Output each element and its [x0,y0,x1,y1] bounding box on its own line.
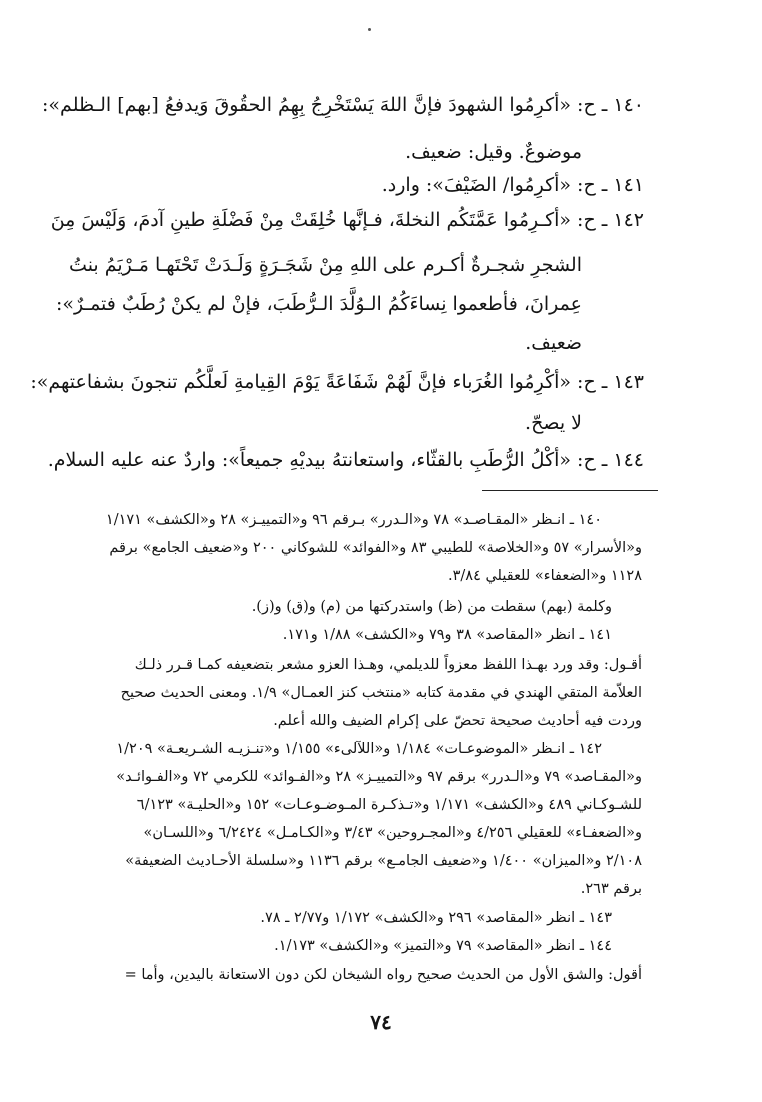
entry-142-line-3: عِمرانَ، فأطعموا نِساءَكُمُ الـوُلَّدَ الـرُّطَبَ، فإنْ لم يكنْ رُطَبٌ فتمـرٌ»: [56,293,582,315]
footnote-line: أقـول: وقد ورد بهـذا اللفظ معزواً للديلمي، وهـذا العزو مشعر بتضعيفه كمـا قـرر ذلـك [134,657,642,673]
entry-143-line-2: لا يصحّ. [525,412,582,434]
footnote-line: ١٤٠ ـ انـظر «المقـاصـد» ٧٨ و«الـدرر» بـرقم ٩٦ و«التمييـز» ٢٨ و«الكشف» ١/١٧١ [105,512,602,528]
footnote-line: العلاّمة المتقي الهندي في مقدمة كتابه «منتخب كنز العمـال» ١/٩. ومعنى الحديث صحيح [120,685,642,701]
entry-140-line-1: ١٤٠ ـ ح: «أكرِمُوا الشهودَ فإنَّ اللهَ يَسْتَخْرِجُ بِهِمُ الحقُوقَ وَيدفعُ [بهم] الـظلم»: [42,94,644,116]
entry-141-line-1: ١٤١ ـ ح: «أكرِمُوا/ الضَيْفَ»: وارد. [381,174,644,196]
footnote-line: و«الضعفـاء» للعقيلي ٤/٢٥٦ و«المجـروحين» ٣/٤٣ و«الكـامـل» ٦/٢٤٢٤ و«اللسـان» [143,825,642,841]
entry-144-line-1: ١٤٤ ـ ح: «أكْلُ الرُّطَبِ بالقثّاء، واستعانتهُ بيديْهِ جميعاً»: واردٌ عنه عليه السلام. [47,449,644,471]
footnote-line: وردت فيه أحاديث صحيحة تحضّ على إكرام الضيف والله أعلم. [273,713,642,729]
footnote-line: للشـوكـاني ٤٨٩ و«الكشف» ١/١٧١ و«تـذكـرة المـوضـوعـات» ١٥٢ و«الحليـة» ٦/١٢٣ [136,797,642,813]
footnote-line: برقم ٢٦٣. [580,881,642,897]
footnote-line: ٢/١٠٨ و«الميزان» ١/٤٠٠ و«ضعيف الجامـع» برقم ١١٣٦ و«سلسلة الأحـاديث الضعيفة» [125,853,642,869]
footnote-line: ١٤٤ ـ انظر «المقاصد» ٧٩ و«التميز» و«الكشف» ١/١٧٣. [274,938,612,954]
entry-142-line-1: ١٤٢ ـ ح: «أكـرِمُوا عَمَّتَكُم النخلةَ، فـإنَّها خُلِقَتْ مِنْ فَضْلَةِ طينِ آدمَ، وَلَيْسَ مِنَ [50,209,644,231]
footnote-line: أقول: والشق الأول من الحديث صحيح رواه الشيخان لكن دون الاستعانة باليدين، وأما = [124,967,642,983]
dot-mark [368,28,371,31]
entry-142-line-2: الشجرِ شجـرةٌ أكـرم على اللهِ مِنْ شَجَـرَةٍ وَلَـدَتْ تَحْتَهـا مَـرْيَمُ بنتُ [69,254,582,276]
footnote-line: و«الأسرار» ٥٧ و«الخلاصة» للطيبي ٨٣ و«الفوائد» للشوكاني ٢٠٠ و«ضعيف الجامع» برقم [109,540,642,556]
entry-142-line-4: ضعيف. [525,332,582,354]
footnote-line: ١٤٢ ـ انـظر «الموضوعـات» ١/١٨٤ و«اللآلىء» ١/١٥٥ و«تنـزيـه الشـريعـة» ١/٢٠٩ [116,741,602,757]
footnote-divider [482,490,658,491]
entry-140-line-2: موضوعٌ. وقيل: ضعيف. [405,141,582,163]
page-number: ٧٤ [370,1010,392,1034]
entry-143-line-1: ١٤٣ ـ ح: «أكْرِمُوا الغُرَباء فإنَّ لَهُمْ شَفَاعَةً يَوْمَ القِيامةِ لَعلَّكُم تنجونَ بشفاعتهم»: [30,371,644,393]
footnote-line: ١٤١ ـ انظر «المقاصد» ٣٨ و٧٩ و«الكشف» ١/٨٨ و١٧١. [282,627,612,643]
footnote-line: ١١٢٨ و«الضعفاء» للعقيلي ٣/٨٤. [448,568,642,584]
footnote-line: و«المقـاصد» ٧٩ و«الـدرر» برقم ٩٧ و«التمييـز» ٢٨ و«الفـوائد» للكرمي ٧٢ و«الفـوائـد» [116,769,642,785]
footnote-line: وكلمة (بهم) سقطت من (ظ) واستدركتها من (م) و(ق) و(ز). [251,599,612,615]
footnote-line: ١٤٣ ـ انظر «المقاصد» ٢٩٦ و«الكشف» ١/١٧٢ و٢/٧٧ ـ ٧٨. [260,910,612,926]
